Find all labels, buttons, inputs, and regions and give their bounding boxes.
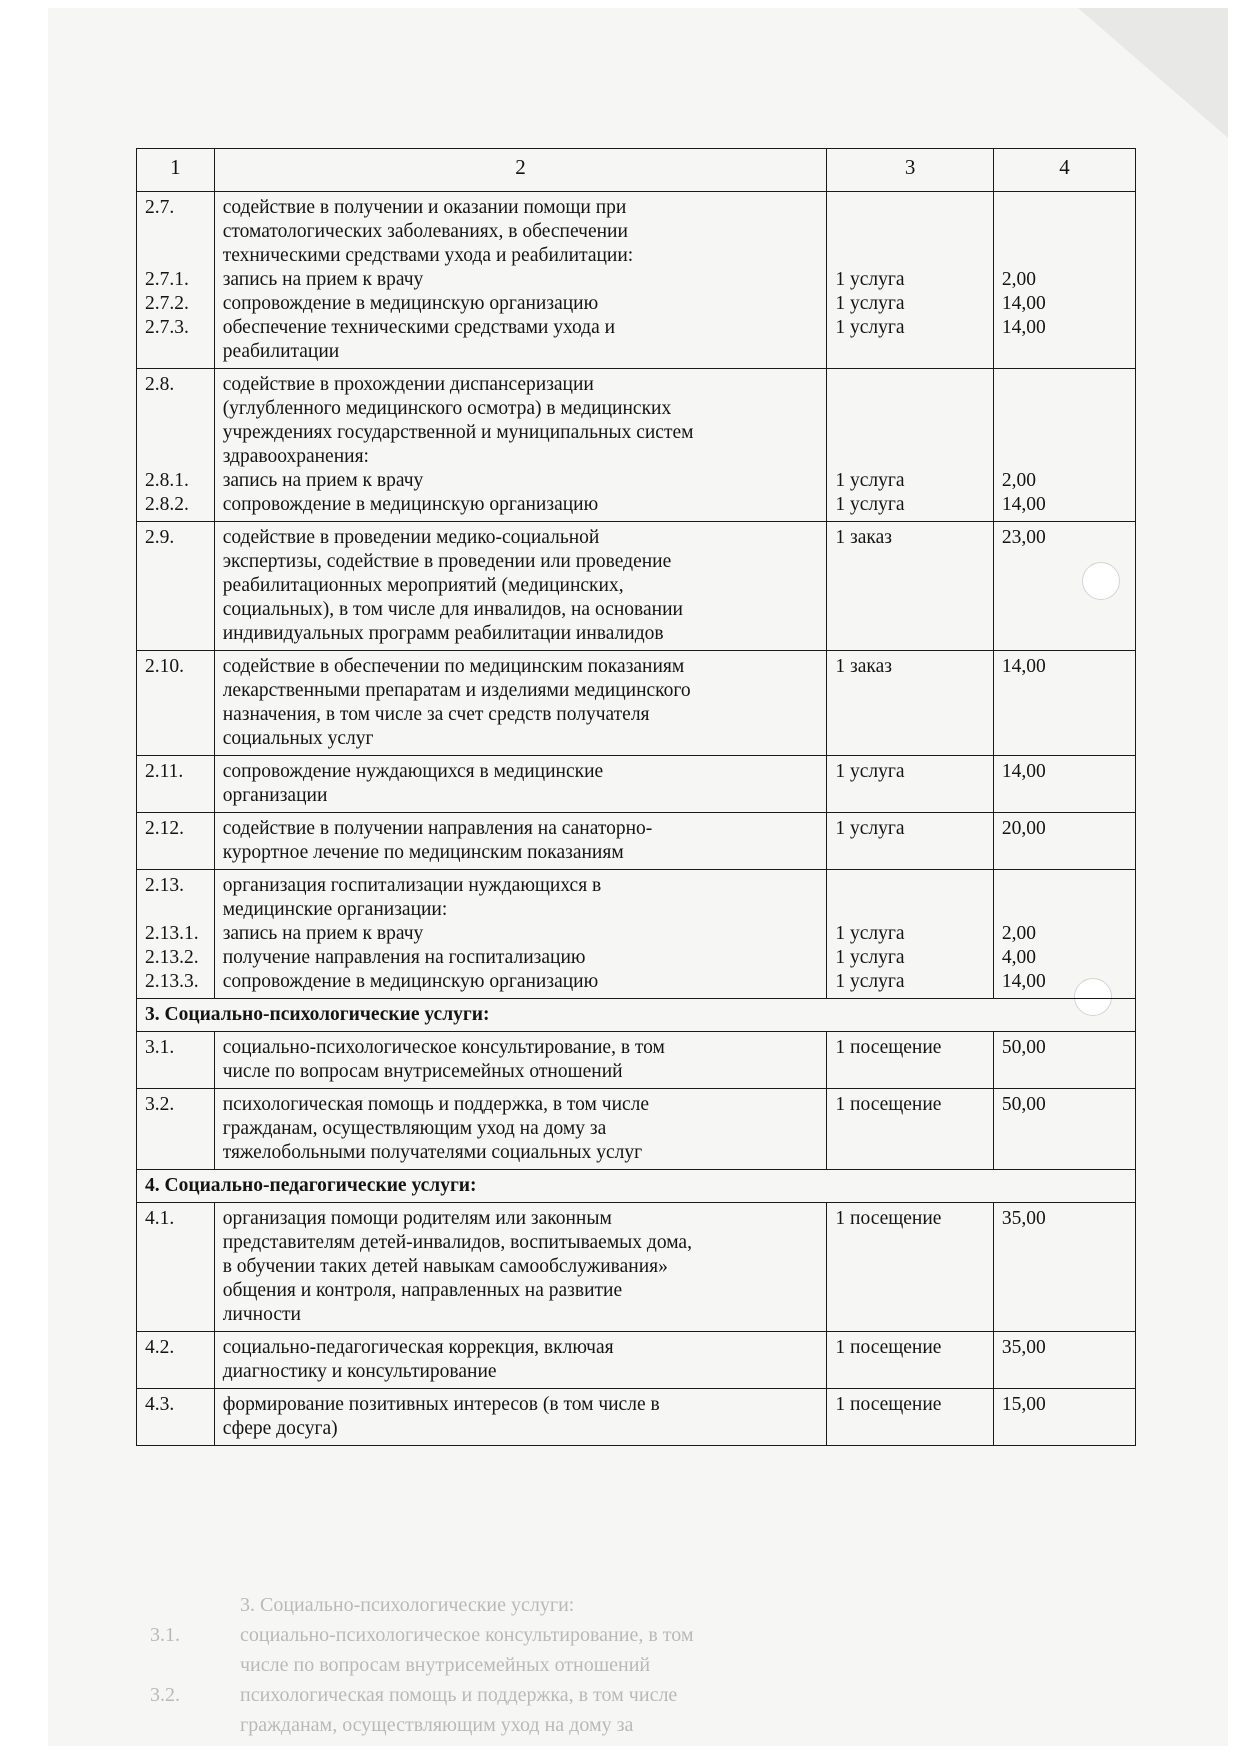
table-row	[137, 1203, 1136, 1332]
unit-value: 1 заказ	[835, 527, 892, 548]
service-description-line: сфере досуга)	[222, 1418, 338, 1439]
item-number: 2.10.	[145, 656, 184, 677]
service-description-line: реабилитационных мероприятий (медицинских,	[222, 575, 624, 596]
service-description-line: сопровождение в медицинскую организацию	[222, 293, 599, 314]
service-description-line: экспертизы, содействие в проведении или проведение	[222, 551, 672, 572]
unit-cell	[827, 522, 994, 651]
unit-value: 1 услуга	[835, 494, 905, 515]
item-number: 2.13.3.	[145, 971, 199, 992]
price-value	[1002, 196, 1129, 220]
service-description-line: здравоохранения:	[222, 446, 369, 467]
price-value: 50,00	[1001, 1094, 1046, 1115]
unit-cell	[827, 651, 994, 756]
item-number-cell	[137, 522, 215, 651]
price-value: 4,00	[1001, 947, 1037, 968]
header-col-1: 1	[137, 149, 215, 192]
service-description-line: организации	[222, 785, 328, 806]
unit-value	[835, 445, 987, 469]
unit-cell	[827, 1389, 994, 1446]
price-value: 14,00	[1001, 761, 1046, 782]
service-description-line: социальных), в том числе для инвалидов, на основании	[222, 599, 683, 620]
service-description-line: получение направления на госпитализацию	[222, 947, 586, 968]
item-number: 2.8.1.	[145, 470, 189, 491]
price-cell	[993, 192, 1135, 369]
price-value	[1002, 421, 1129, 445]
service-description-cell	[214, 651, 827, 756]
item-number: 2.13.1.	[145, 923, 199, 944]
service-description-line: социальных услуг	[222, 728, 374, 749]
service-description-line: (углубленного медицинского осмотра) в медицинских	[222, 398, 672, 419]
table-row	[137, 1089, 1136, 1170]
unit-value	[835, 397, 987, 421]
unit-value: 1 услуга	[835, 293, 905, 314]
bleed-through-text-line: 3. Социально-психологические услуги:	[240, 1594, 575, 1616]
table-row	[137, 369, 1136, 522]
header-col-2: 2	[214, 149, 827, 192]
unit-cell	[827, 870, 994, 999]
unit-value	[835, 244, 987, 268]
service-description-cell	[214, 870, 827, 999]
unit-value: 1 посещение	[835, 1208, 942, 1229]
bleed-through-line	[150, 1590, 970, 1620]
item-number-cell	[137, 813, 215, 870]
bleed-through-number	[150, 1710, 240, 1740]
price-cell	[993, 651, 1135, 756]
section-header-row	[137, 999, 1136, 1032]
price-value	[1002, 397, 1129, 421]
item-number-cell	[137, 756, 215, 813]
unit-cell	[827, 813, 994, 870]
unit-cell	[827, 1332, 994, 1389]
item-number	[145, 445, 208, 469]
service-description-line: сопровождение в медицинскую организацию	[222, 494, 599, 515]
unit-value	[835, 898, 987, 922]
bleed-through-line	[150, 1680, 970, 1710]
table-row	[137, 1032, 1136, 1089]
price-cell	[993, 870, 1135, 999]
service-description-line: числе по вопросам внутрисемейных отношений	[222, 1061, 623, 1082]
price-value: 2,00	[1001, 923, 1037, 944]
item-number: 3.2.	[145, 1094, 175, 1115]
unit-value: 1 услуга	[835, 761, 905, 782]
price-value	[1002, 244, 1129, 268]
bleed-through-line	[150, 1710, 970, 1740]
bleed-through-number	[150, 1590, 240, 1620]
unit-value	[835, 874, 987, 898]
bleed-through-text-line: психологическая помощь и поддержка, в том числе	[240, 1684, 678, 1706]
service-description-line: в обучении таких детей навыкам самообслуживания»	[222, 1256, 668, 1277]
price-value	[1002, 220, 1129, 244]
unit-cell	[827, 192, 994, 369]
item-number-cell	[137, 1032, 215, 1089]
price-value: 14,00	[1001, 656, 1046, 677]
service-description-line: организация помощи родителям или законным	[222, 1208, 612, 1229]
section-header-row	[137, 1170, 1136, 1203]
unit-value: 1 услуга	[835, 818, 905, 839]
item-number	[145, 397, 208, 421]
price-cell	[993, 813, 1135, 870]
service-description-cell	[214, 813, 827, 870]
item-number: 2.7.	[145, 197, 175, 218]
price-value	[1002, 445, 1129, 469]
service-description-cell	[214, 756, 827, 813]
unit-value: 1 услуга	[835, 317, 905, 338]
price-value: 14,00	[1001, 317, 1046, 338]
price-cell	[993, 522, 1135, 651]
item-number: 4.3.	[145, 1394, 175, 1415]
service-description-line: обеспечение техническими средствами ухода и	[222, 317, 616, 338]
bleed-through-number: 3.1.	[150, 1624, 180, 1646]
service-description-line: медицинские организации:	[222, 899, 448, 920]
service-description-line: формирование позитивных интересов (в том числе в	[222, 1394, 660, 1415]
header-col-4: 4	[993, 149, 1135, 192]
item-number: 2.13.	[145, 875, 184, 896]
item-number: 2.7.2.	[145, 293, 189, 314]
item-number: 2.7.1.	[145, 269, 189, 290]
service-description-line: индивидуальных программ реабилитации инвалидов	[222, 623, 664, 644]
bleed-through-text	[150, 1590, 970, 1740]
bleed-through-text-line: числе по вопросам внутрисемейных отношений	[240, 1654, 651, 1676]
service-description-line: тяжелобольными получателями социальных услуг	[222, 1142, 643, 1163]
item-number-cell	[137, 369, 215, 522]
service-description-line: личности	[222, 1304, 301, 1325]
price-cell	[993, 1332, 1135, 1389]
item-number: 2.8.2.	[145, 494, 189, 515]
header-col-3: 3	[827, 149, 994, 192]
table-row	[137, 1332, 1136, 1389]
unit-value: 1 услуга	[835, 269, 905, 290]
service-description-line: курортное лечение по медицинским показаниям	[222, 842, 624, 863]
table-row	[137, 1389, 1136, 1446]
service-description-line: содействие в получении направления на санаторно-	[222, 818, 653, 839]
service-description-line: сопровождение нуждающихся в медицинские	[222, 761, 604, 782]
service-description-cell	[214, 522, 827, 651]
section-title: 4. Социально-педагогические услуги:	[137, 1170, 1136, 1203]
price-value: 2,00	[1001, 470, 1037, 491]
price-value: 50,00	[1001, 1037, 1046, 1058]
bleed-through-number	[150, 1650, 240, 1680]
unit-value: 1 посещение	[835, 1394, 942, 1415]
price-value: 14,00	[1001, 494, 1046, 515]
item-number	[145, 421, 208, 445]
service-description-line: реабилитации	[222, 341, 340, 362]
unit-value: 1 заказ	[835, 656, 892, 677]
unit-value: 1 услуга	[835, 971, 905, 992]
price-cell	[993, 1203, 1135, 1332]
service-description-line: социально-психологическое консультирование, в том	[222, 1037, 665, 1058]
service-description-cell	[214, 1203, 827, 1332]
service-description-cell	[214, 369, 827, 522]
service-description-line: общения и контроля, направленных на развитие	[222, 1280, 623, 1301]
item-number: 4.1.	[145, 1208, 175, 1229]
unit-cell	[827, 756, 994, 813]
unit-value: 1 услуга	[835, 923, 905, 944]
price-value: 20,00	[1001, 818, 1046, 839]
table-header-row	[137, 149, 1136, 192]
price-value: 14,00	[1001, 293, 1046, 314]
item-number-cell	[137, 192, 215, 369]
unit-value: 1 услуга	[835, 947, 905, 968]
price-cell	[993, 1089, 1135, 1170]
service-description-line: представителям детей-инвалидов, воспитываемых дома,	[222, 1232, 692, 1253]
unit-value: 1 услуга	[835, 470, 905, 491]
item-number: 2.9.	[145, 527, 175, 548]
item-number	[145, 220, 208, 244]
item-number: 2.13.2.	[145, 947, 199, 968]
item-number: 2.11.	[145, 761, 184, 782]
bleed-through-number: 3.2.	[150, 1684, 180, 1706]
price-cell	[993, 1389, 1135, 1446]
price-value	[1002, 373, 1129, 397]
item-number-cell	[137, 1203, 215, 1332]
folded-corner	[1078, 8, 1228, 138]
price-cell	[993, 1032, 1135, 1089]
service-description-cell	[214, 1089, 827, 1170]
price-value: 14,00	[1001, 971, 1046, 992]
service-description-line: запись на прием к врачу	[222, 470, 424, 491]
service-description-line: содействие в обеспечении по медицинским показаниям	[222, 656, 685, 677]
bleed-through-line	[150, 1620, 970, 1650]
service-description-cell	[214, 1389, 827, 1446]
bleed-through-text-line: гражданам, осуществляющим уход на дому за	[240, 1714, 634, 1736]
services-table	[136, 148, 1136, 1446]
unit-value	[835, 373, 987, 397]
bleed-through-text-line: социально-психологическое консультирование, в том	[240, 1624, 694, 1646]
price-value: 23,00	[1001, 527, 1046, 548]
service-description-line: содействие в прохождении диспансеризации	[222, 374, 594, 395]
table-row	[137, 756, 1136, 813]
service-description-line: содействие в получении и оказании помощи при	[222, 197, 627, 218]
service-description-line: содействие в проведении медико-социальной	[222, 527, 600, 548]
item-number	[145, 244, 208, 268]
unit-value: 1 посещение	[835, 1337, 942, 1358]
unit-value	[835, 421, 987, 445]
unit-value	[835, 196, 987, 220]
section-title: 3. Социально-психологические услуги:	[137, 999, 1136, 1032]
service-description-line: диагностику и консультирование	[222, 1361, 497, 1382]
price-cell	[993, 369, 1135, 522]
item-number-cell	[137, 1389, 215, 1446]
unit-value	[835, 220, 987, 244]
service-description-line: стоматологических заболеваниях, в обеспечении	[222, 221, 628, 242]
table-row	[137, 651, 1136, 756]
item-number-cell	[137, 870, 215, 999]
price-cell	[993, 756, 1135, 813]
price-value: 35,00	[1001, 1337, 1046, 1358]
service-description-line: гражданам, осуществляющим уход на дому за	[222, 1118, 607, 1139]
item-number	[145, 898, 208, 922]
service-description-cell	[214, 1332, 827, 1389]
item-number-cell	[137, 1089, 215, 1170]
service-description-line: учреждениях государственной и муниципальных систем	[222, 422, 694, 443]
service-description-line: социально-педагогическая коррекция, включая	[222, 1337, 614, 1358]
unit-value: 1 посещение	[835, 1094, 942, 1115]
item-number-cell	[137, 651, 215, 756]
service-description-cell	[214, 1032, 827, 1089]
service-description-line: лекарственными препаратам и изделиями медицинского	[222, 680, 691, 701]
item-number: 2.8.	[145, 374, 175, 395]
bleed-through-line	[150, 1650, 970, 1680]
unit-value: 1 посещение	[835, 1037, 942, 1058]
item-number: 2.7.3.	[145, 317, 189, 338]
item-number: 3.1.	[145, 1037, 175, 1058]
table-row	[137, 870, 1136, 999]
service-description-line: запись на прием к врачу	[222, 269, 424, 290]
service-description-line: организация госпитализации нуждающихся в	[222, 875, 602, 896]
table-row	[137, 522, 1136, 651]
price-value: 35,00	[1001, 1208, 1046, 1229]
table-row	[137, 192, 1136, 369]
service-description-line: психологическая помощь и поддержка, в том числе	[222, 1094, 650, 1115]
price-value: 15,00	[1001, 1394, 1046, 1415]
item-number: 2.12.	[145, 818, 184, 839]
service-description-cell	[214, 192, 827, 369]
table-row	[137, 813, 1136, 870]
unit-cell	[827, 1089, 994, 1170]
price-value: 2,00	[1001, 269, 1037, 290]
unit-cell	[827, 1203, 994, 1332]
service-description-line: запись на прием к врачу	[222, 923, 424, 944]
price-value	[1002, 898, 1129, 922]
price-value	[1002, 874, 1129, 898]
unit-cell	[827, 1032, 994, 1089]
unit-cell	[827, 369, 994, 522]
service-description-line: техническими средствами ухода и реабилитации:	[222, 245, 634, 266]
item-number-cell	[137, 1332, 215, 1389]
service-description-line: сопровождение в медицинскую организацию	[222, 971, 599, 992]
item-number: 4.2.	[145, 1337, 175, 1358]
service-description-line: назначения, в том числе за счет средств получателя	[222, 704, 650, 725]
